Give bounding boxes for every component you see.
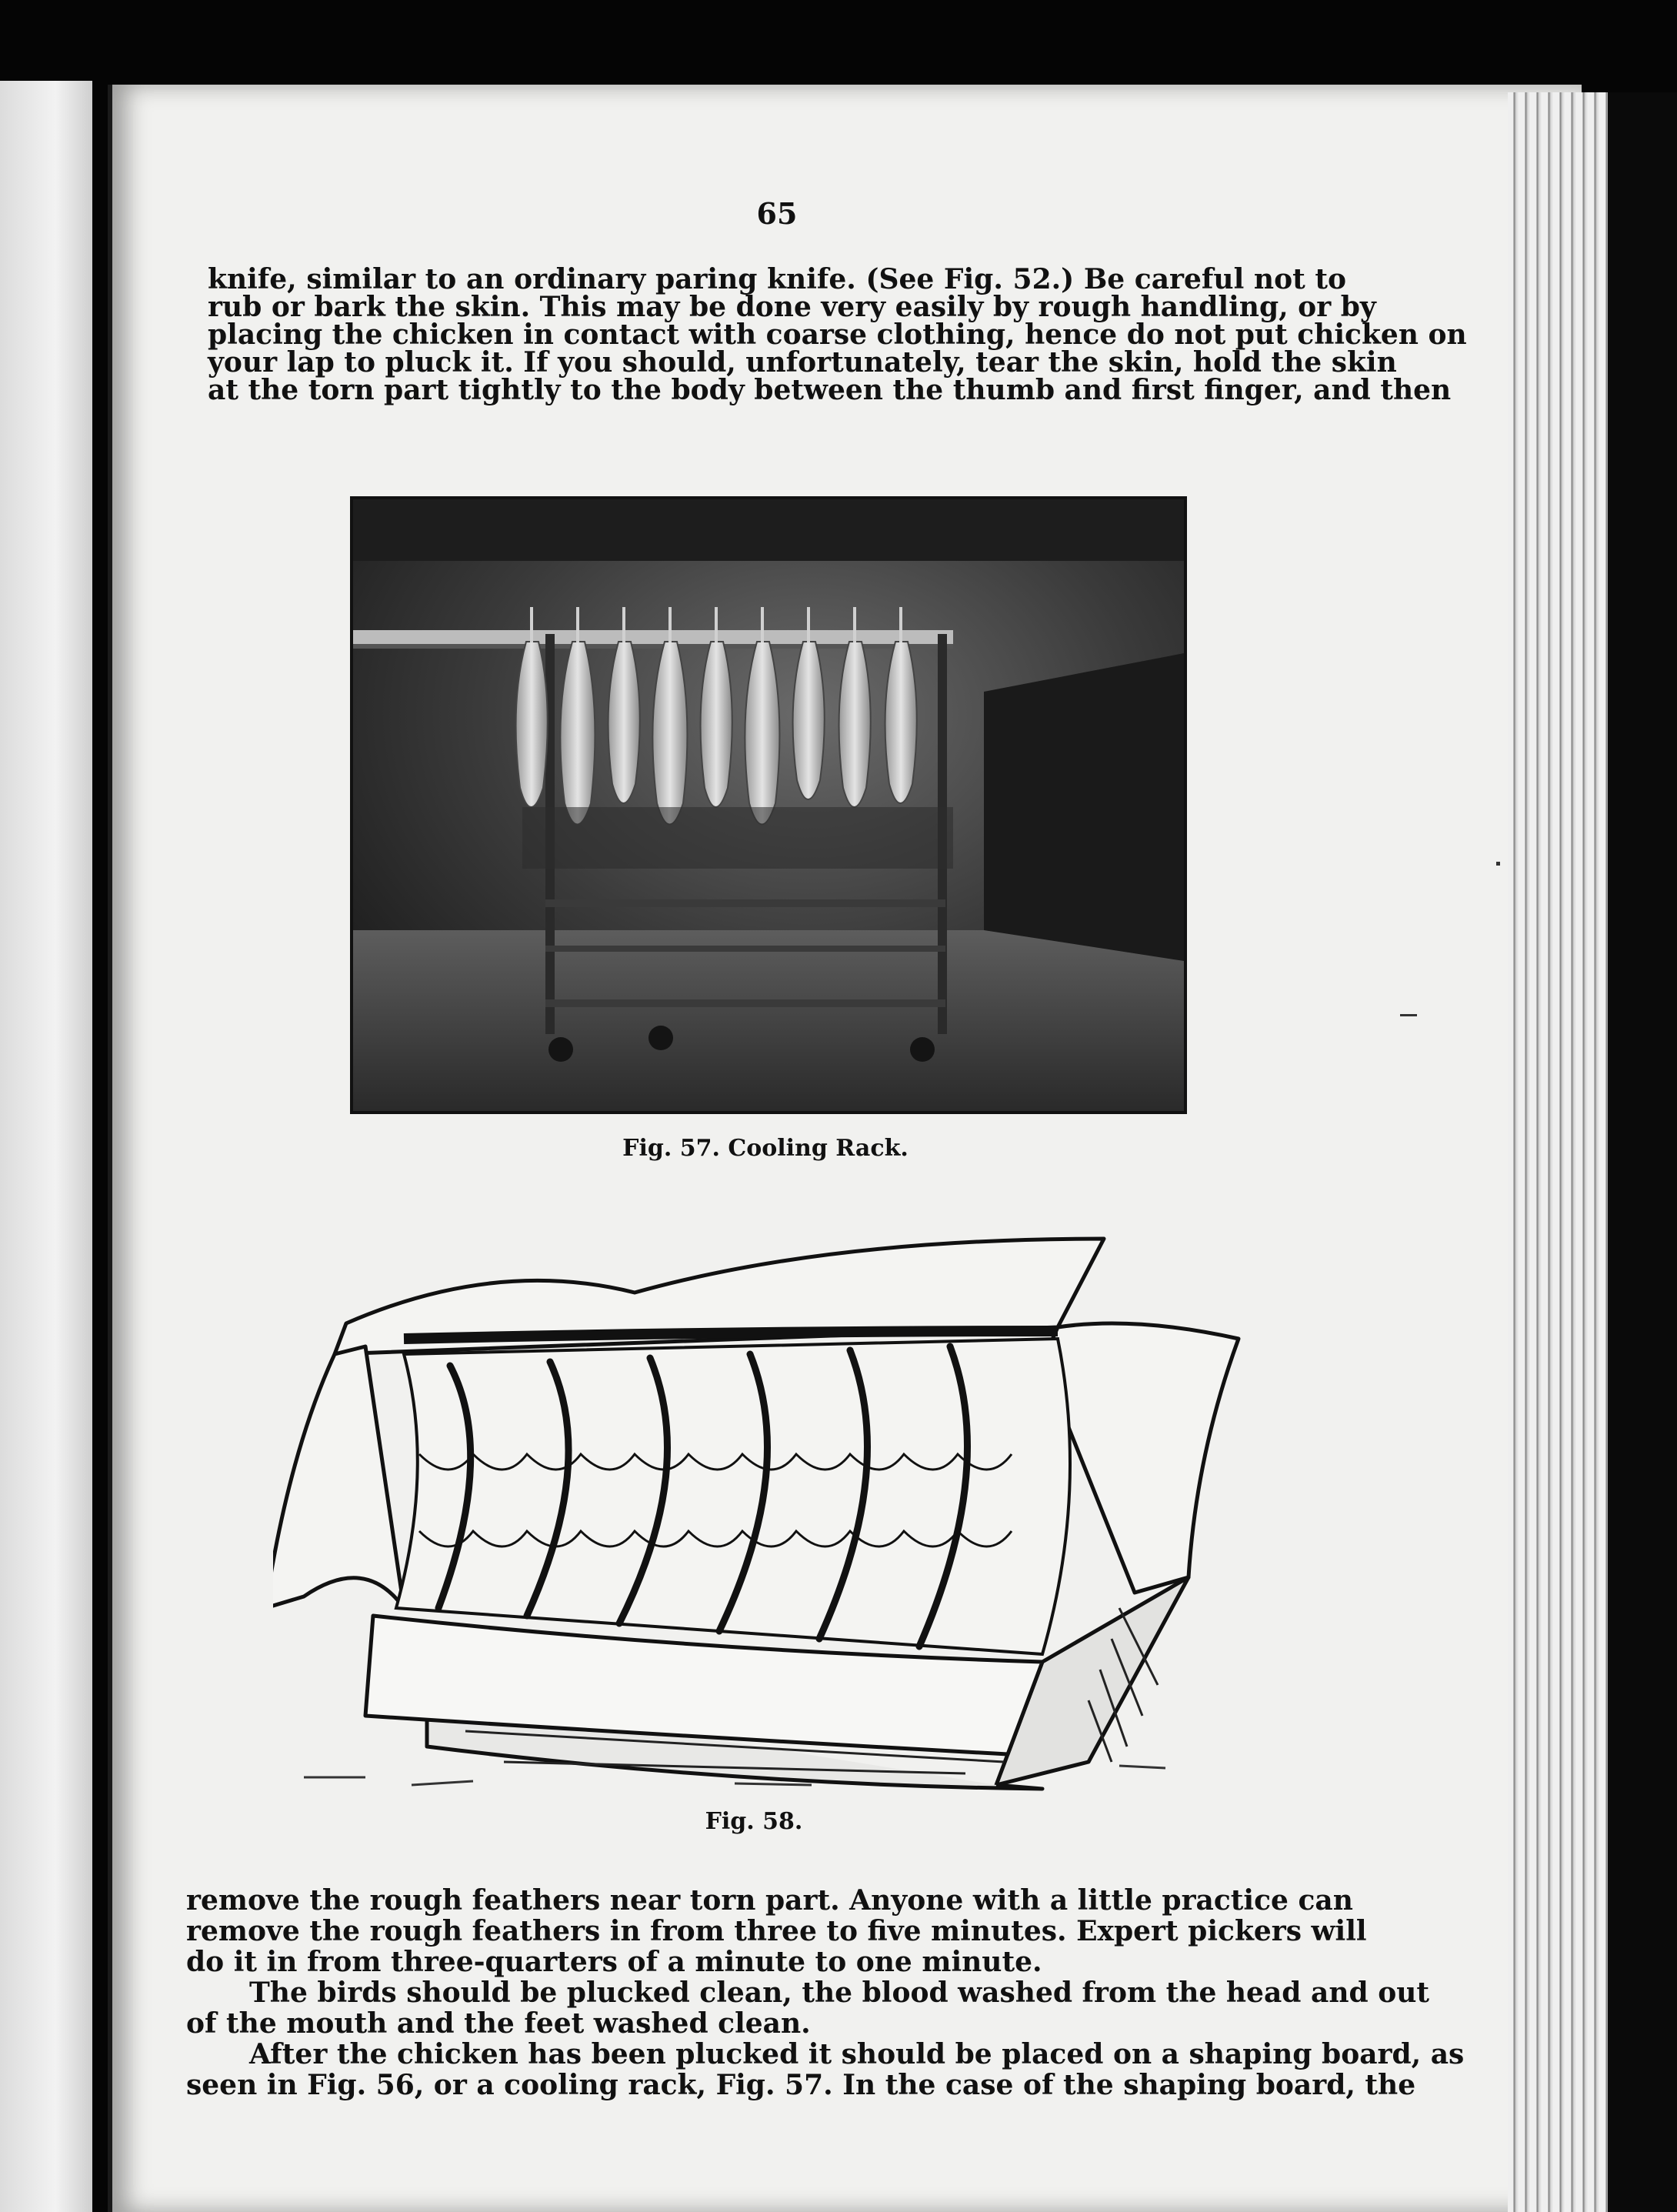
text-line: seen in Fig. 56, or a cooling rack, Fig. 57. In the case of the shaping board, the — [186, 2069, 1416, 2101]
text-line: of the mouth and the feet washed clean. — [186, 2007, 811, 2040]
text-line: placing the chicken in contact with coarse clothing, hence do not put chicken on — [208, 319, 1467, 351]
text-line: remove the rough feathers in from three to five minutes. Expert pickers will — [186, 1915, 1367, 1947]
figure-57-caption: Fig. 57. Cooling Rack. — [622, 1135, 909, 1162]
cooling-rack-photo — [350, 496, 1187, 1114]
binding-shadow — [1608, 92, 1677, 2212]
bottom-paragraphs — [186, 1884, 1465, 2101]
text-line: knife, similar to an ordinary paring knife. (See Fig. 52.) Be careful not to — [208, 263, 1346, 295]
text-line: at the torn part tightly to the body between the thumb and first finger, and then — [208, 374, 1452, 406]
text-line: remove the rough feathers near torn part. Anyone with a little practice can — [186, 1884, 1353, 1917]
text-line: After the chicken has been plucked it should be placed on a shaping board, as — [249, 2038, 1465, 2070]
left-page-edge — [0, 81, 92, 2212]
text-line: The birds should be plucked clean, the blood washed from the head and out — [249, 1977, 1430, 2009]
figure-58-caption: Fig. 58. — [705, 1808, 803, 1835]
speck — [1400, 1014, 1417, 1016]
text-line: rub or bark the skin. This may be done very easily by rough handling, or by — [208, 291, 1376, 323]
packing-box-drawing — [273, 1223, 1250, 1793]
page-edge-stack — [1508, 92, 1608, 2212]
top-paragraph — [208, 263, 1467, 406]
text-line: your lap to pluck it. If you should, unfortunately, tear the skin, hold the skin — [208, 346, 1397, 379]
speck — [1496, 862, 1500, 866]
text-line: do it in from three-quarters of a minute to one minute. — [186, 1946, 1042, 1978]
page-number: 65 — [756, 196, 798, 231]
